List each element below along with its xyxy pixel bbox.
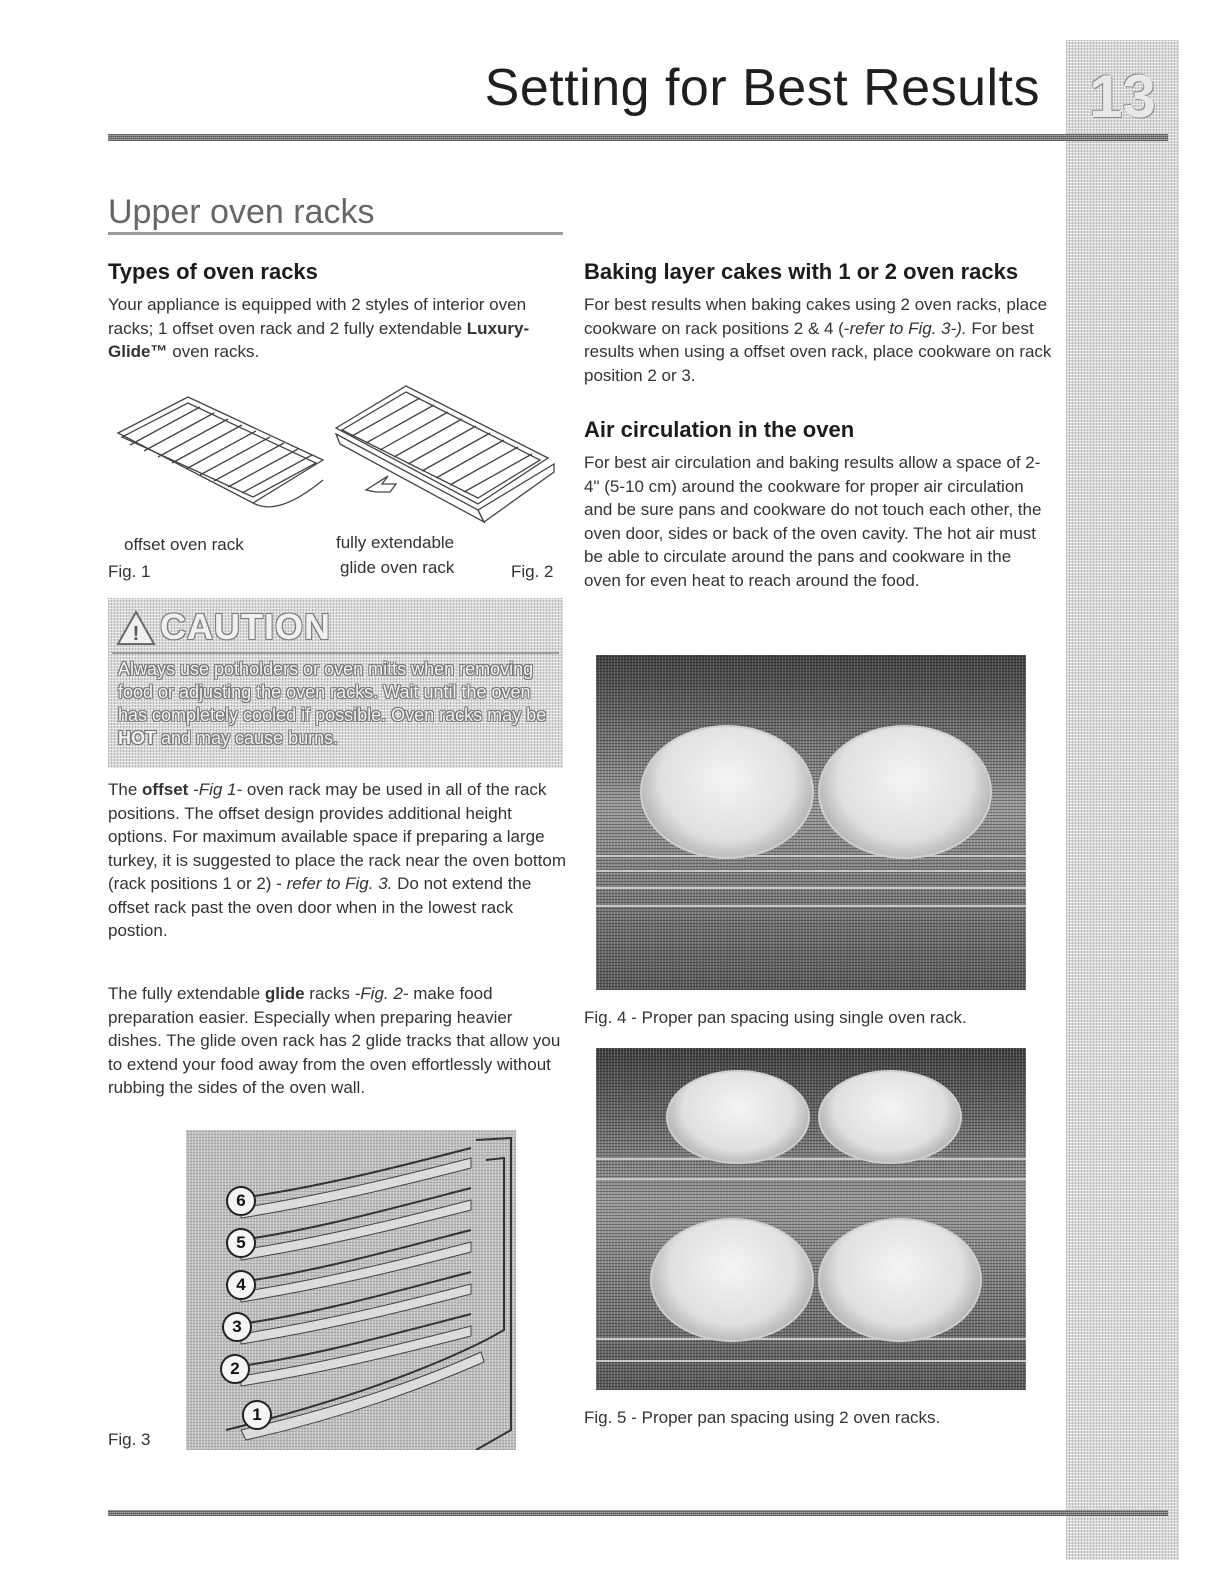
air-circulation-heading: Air circulation in the oven xyxy=(584,417,855,442)
svg-text:!: ! xyxy=(132,623,140,645)
page-title: Setting for Best Results xyxy=(484,59,1040,117)
fig3-caption: Fig. 3 xyxy=(108,1430,151,1449)
offset-rack-paragraph: The offset -Fig 1- oven rack may be used in all of the rack positions. The offset design provides additional height options. For maximum available space if preparing a large turkey, it is suggested to place the rack near the oven bottom (rack positions 1 or 2) - refer to Fig. 3. Do not extend the offset rack past the oven door when in the lowest rack postion. xyxy=(108,780,566,940)
cake-pan xyxy=(640,725,814,859)
cake-pan xyxy=(666,1070,810,1164)
fig2-number: Fig. 2 xyxy=(511,562,554,581)
glide-rack-illustration xyxy=(318,372,563,527)
caution-divider xyxy=(112,652,559,654)
section-rule xyxy=(108,232,563,235)
single-rack-photo xyxy=(596,655,1026,990)
rack-position-2: 2 xyxy=(220,1354,250,1384)
rack-position-3: 3 xyxy=(222,1312,252,1342)
warning-triangle-icon xyxy=(116,610,156,646)
fig2-label-line1: fully extendable xyxy=(336,533,455,552)
rack-position-4: 4 xyxy=(226,1270,256,1300)
air-circulation-paragraph: For best air circulation and baking results allow a space of 2-4" (5-10 cm) around the cookware for proper air circulation and be sure pans and cookware do not touch each other, the oven door, sides or back of the oven cavity. The hot air must be able to circulate around the pans and cookware in the oven for even heat to reach around the food. xyxy=(584,453,1042,590)
fig5-caption: Fig. 5 - Proper pan spacing using 2 oven racks. xyxy=(584,1408,941,1427)
page-number: 13 xyxy=(1089,63,1156,130)
cake-pan xyxy=(818,725,992,859)
section-heading: Upper oven racks xyxy=(108,193,375,231)
header-rule xyxy=(108,134,1168,141)
side-tab-strip xyxy=(1066,40,1179,1560)
cake-pan xyxy=(818,1218,982,1342)
fig1-number: Fig. 1 xyxy=(108,562,151,581)
brand-name: Luxury-Glide™ xyxy=(108,318,530,361)
types-heading: Types of oven racks xyxy=(108,259,318,284)
rack-positions-illustration xyxy=(186,1130,516,1450)
baking-paragraph: For best results when baking cakes using 2 oven racks, place cookware on rack positions 2 & 4 (-refer to Fig. 3-). For best results when using a offset oven rack, place cookware on rack position 2 or 3. xyxy=(584,295,1052,385)
cake-pan xyxy=(818,1070,962,1164)
rack-position-1: 1 xyxy=(242,1400,272,1430)
offset-rack-illustration xyxy=(108,385,333,525)
types-paragraph: Your appliance is equipped with 2 styles of interior oven racks; 1 offset oven rack and 2 fully extendable Luxury-Glide™ oven racks. xyxy=(108,295,530,361)
fig1-label: offset oven rack xyxy=(124,535,244,554)
glide-rack-paragraph: The fully extendable glide racks -Fig. 2- make food preparation easier. Especially when preparing heavier dishes. The glide oven rack has 2 glide tracks that allow you to extend your food away from the oven effortlessly without rubbing the sides of the oven wall. xyxy=(108,984,561,1097)
rack-position-6: 6 xyxy=(226,1186,256,1216)
baking-heading: Baking layer cakes with 1 or 2 oven racks xyxy=(584,259,1019,284)
two-rack-photo xyxy=(596,1048,1026,1390)
rack-position-5: 5 xyxy=(226,1228,256,1258)
cake-pan xyxy=(650,1218,814,1342)
caution-text: Always use potholders or oven mitts when removing food or adjusting the oven racks. Wait until the oven has completely cooled if possible. Oven racks may be HOT and may cause burns. xyxy=(118,659,547,748)
fig4-caption: Fig. 4 - Proper pan spacing using single oven rack. xyxy=(584,1008,967,1027)
hot-warning: HOT xyxy=(118,728,156,748)
footer-rule xyxy=(108,1510,1168,1516)
fig2-label-line2: glide oven rack xyxy=(340,558,455,577)
caution-title: CAUTION xyxy=(160,606,331,647)
